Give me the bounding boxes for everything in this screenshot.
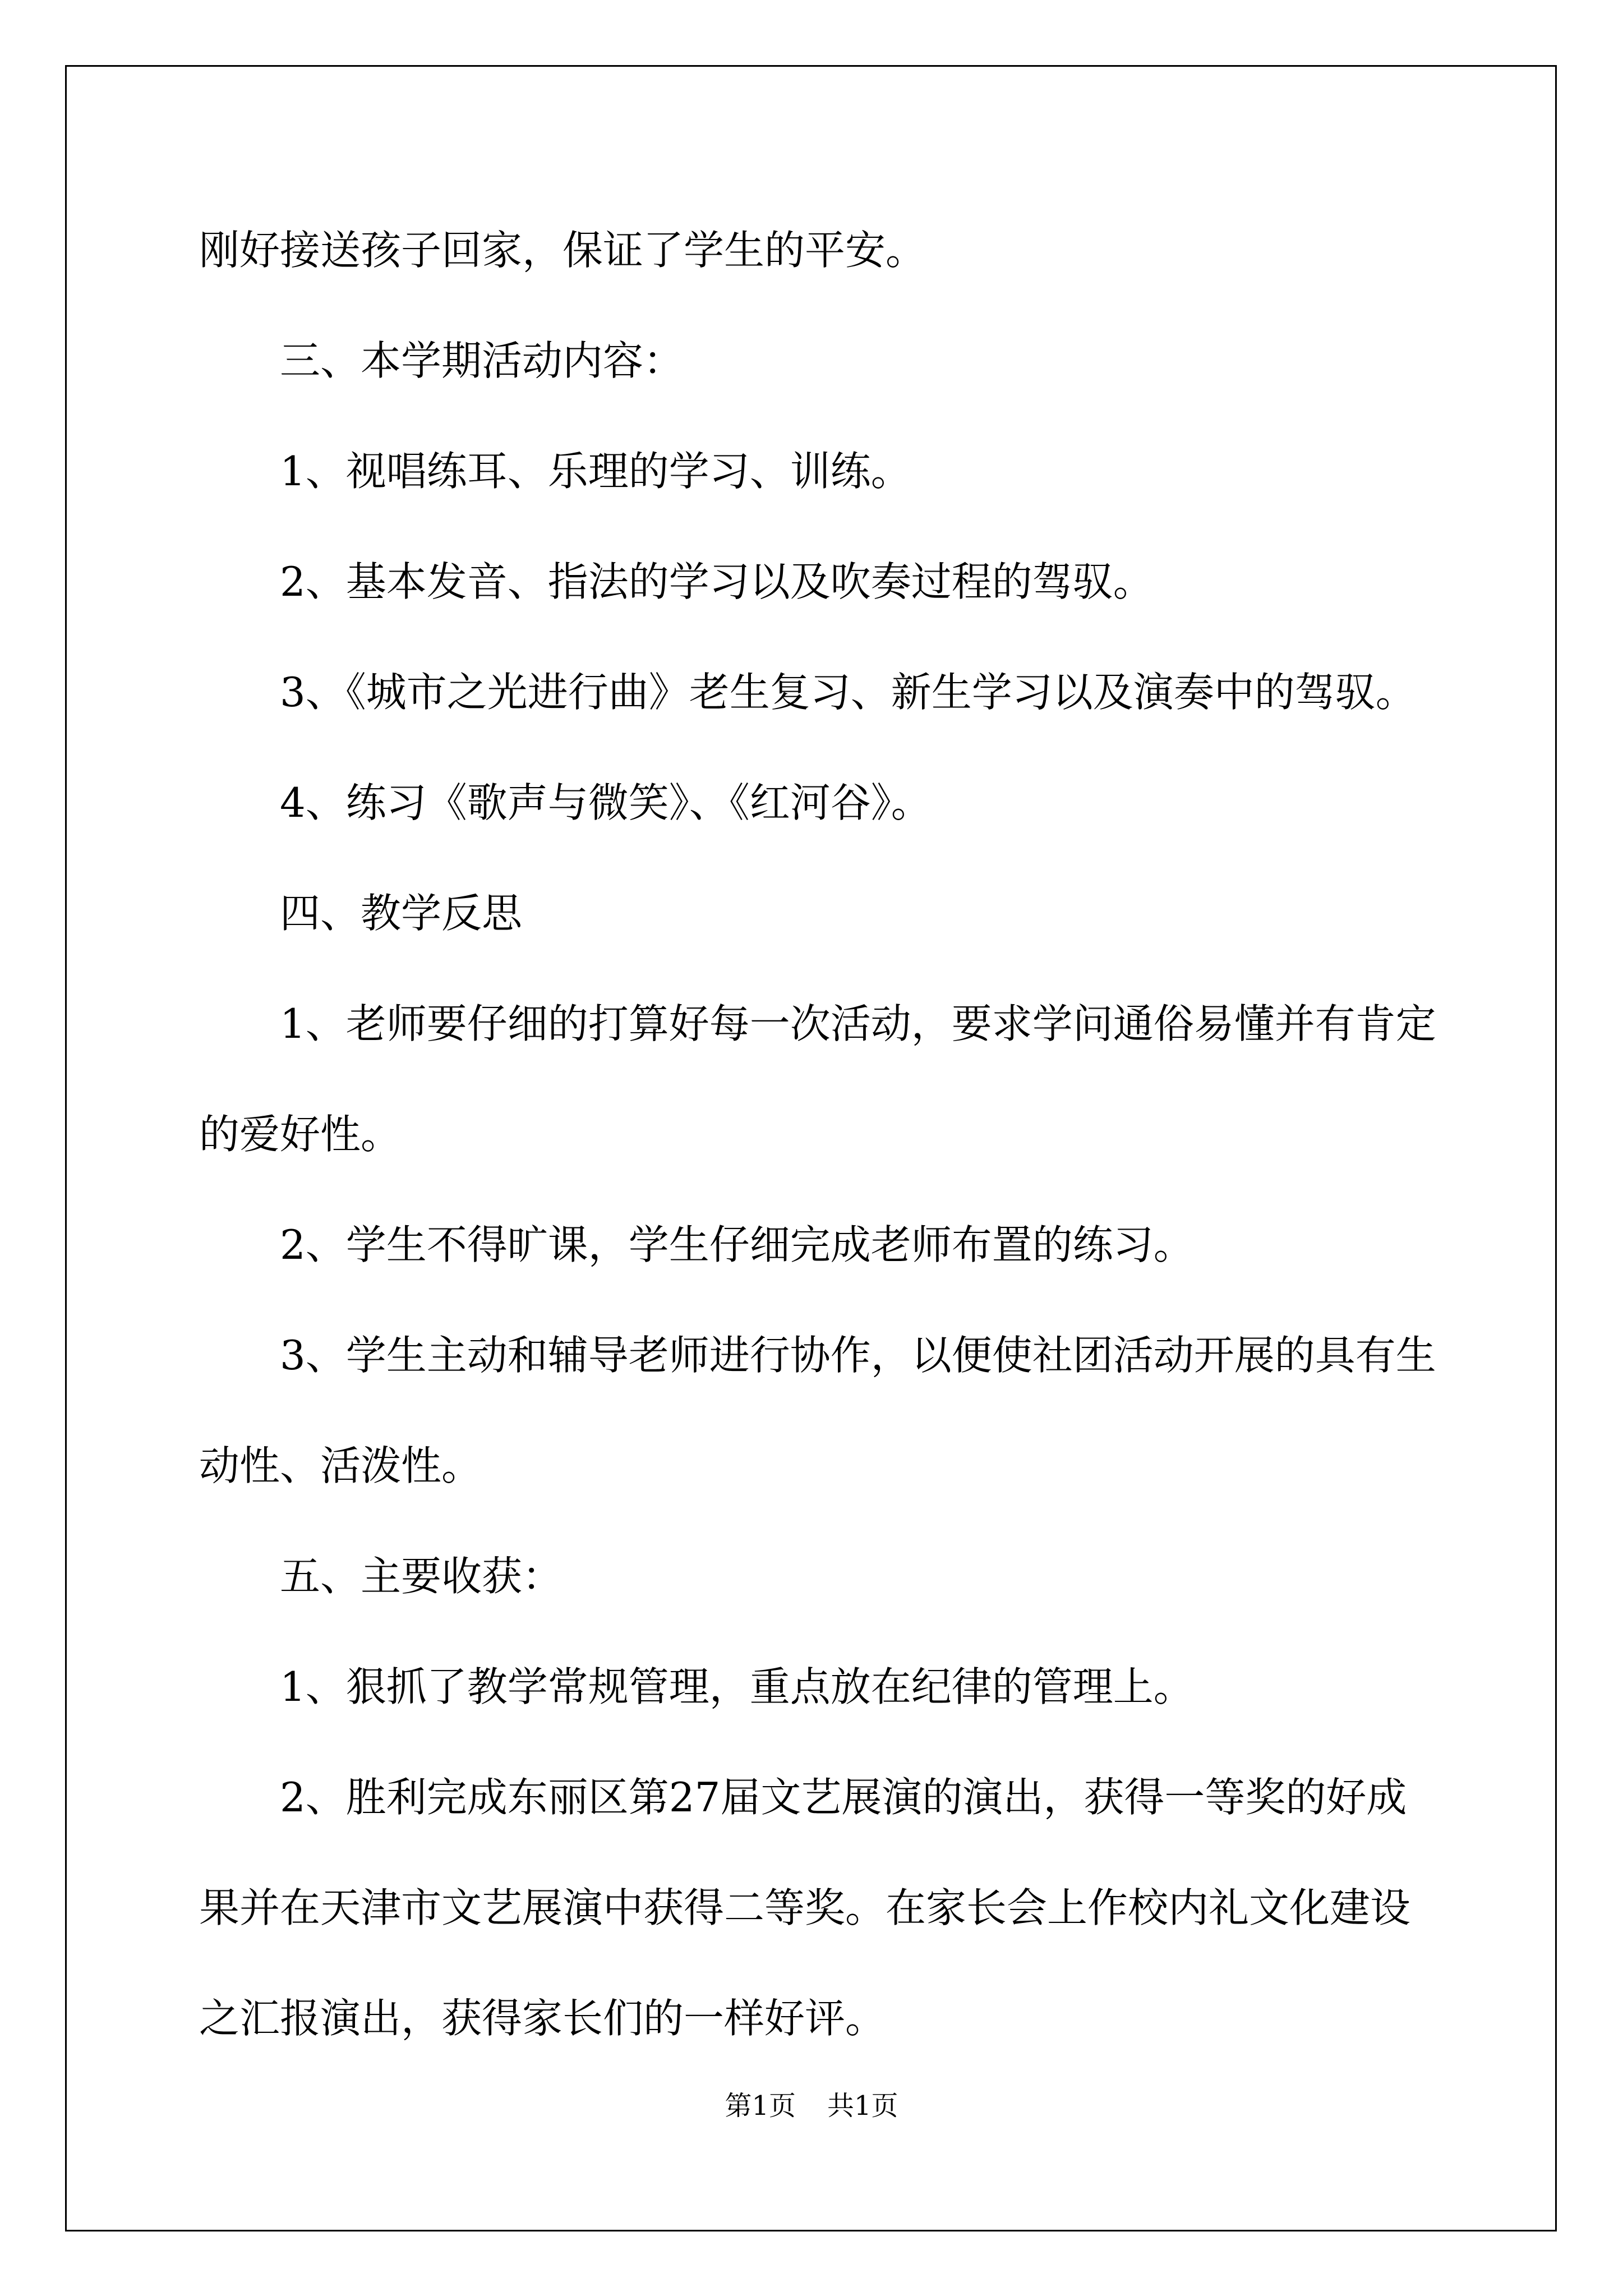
page-footer [0, 2090, 1623, 2122]
section-heading: 三、本学期活动内容： [280, 337, 684, 384]
page-total: 共1页 [827, 2090, 898, 2122]
list-item: 3、《城市之光进行曲》老生复习、新生学习以及演奏中的驾驭。 [280, 669, 1416, 716]
list-item: 2、基本发音、指法的学习以及吹奏过程的驾驭。 [280, 558, 1154, 605]
paragraph-line: 的爱好性。 [199, 1111, 402, 1158]
paragraph-line: 果并在天津市文艺展演中获得二等奖。在家长会上作校内礼文化建设 [199, 1884, 1411, 1931]
list-item: 2、胜利完成东丽区第27届文艺展演的演出，获得一等奖的好成 [280, 1774, 1407, 1821]
list-item: 4、练习《歌声与微笑》、《红河谷》。 [280, 779, 932, 826]
section-heading: 五、主要收获： [280, 1553, 563, 1600]
list-item: 3、学生主动和辅导老师进行协作，以便使社团活动开展的具有生 [280, 1332, 1436, 1379]
list-item: 1、狠抓了教学常规管理，重点放在纪律的管理上。 [280, 1663, 1194, 1710]
paragraph-line: 刚好接送孩子回家，保证了学生的平安。 [199, 227, 926, 274]
section-heading: 四、教学反思 [280, 890, 523, 937]
list-item: 1、老师要仔细的打算好每一次活动，要求学问通俗易懂并有肯定 [280, 1000, 1436, 1047]
page-number: 第1页 [725, 2090, 796, 2122]
list-item: 2、学生不得旷课，学生仔细完成老师布置的练习。 [280, 1221, 1194, 1268]
paragraph-line: 动性、活泼性。 [199, 1442, 482, 1489]
list-item: 1、视唱练耳、乐理的学习、训练。 [280, 448, 911, 495]
paragraph-line: 之汇报演出，获得家长们的一样好评。 [199, 1995, 886, 2042]
